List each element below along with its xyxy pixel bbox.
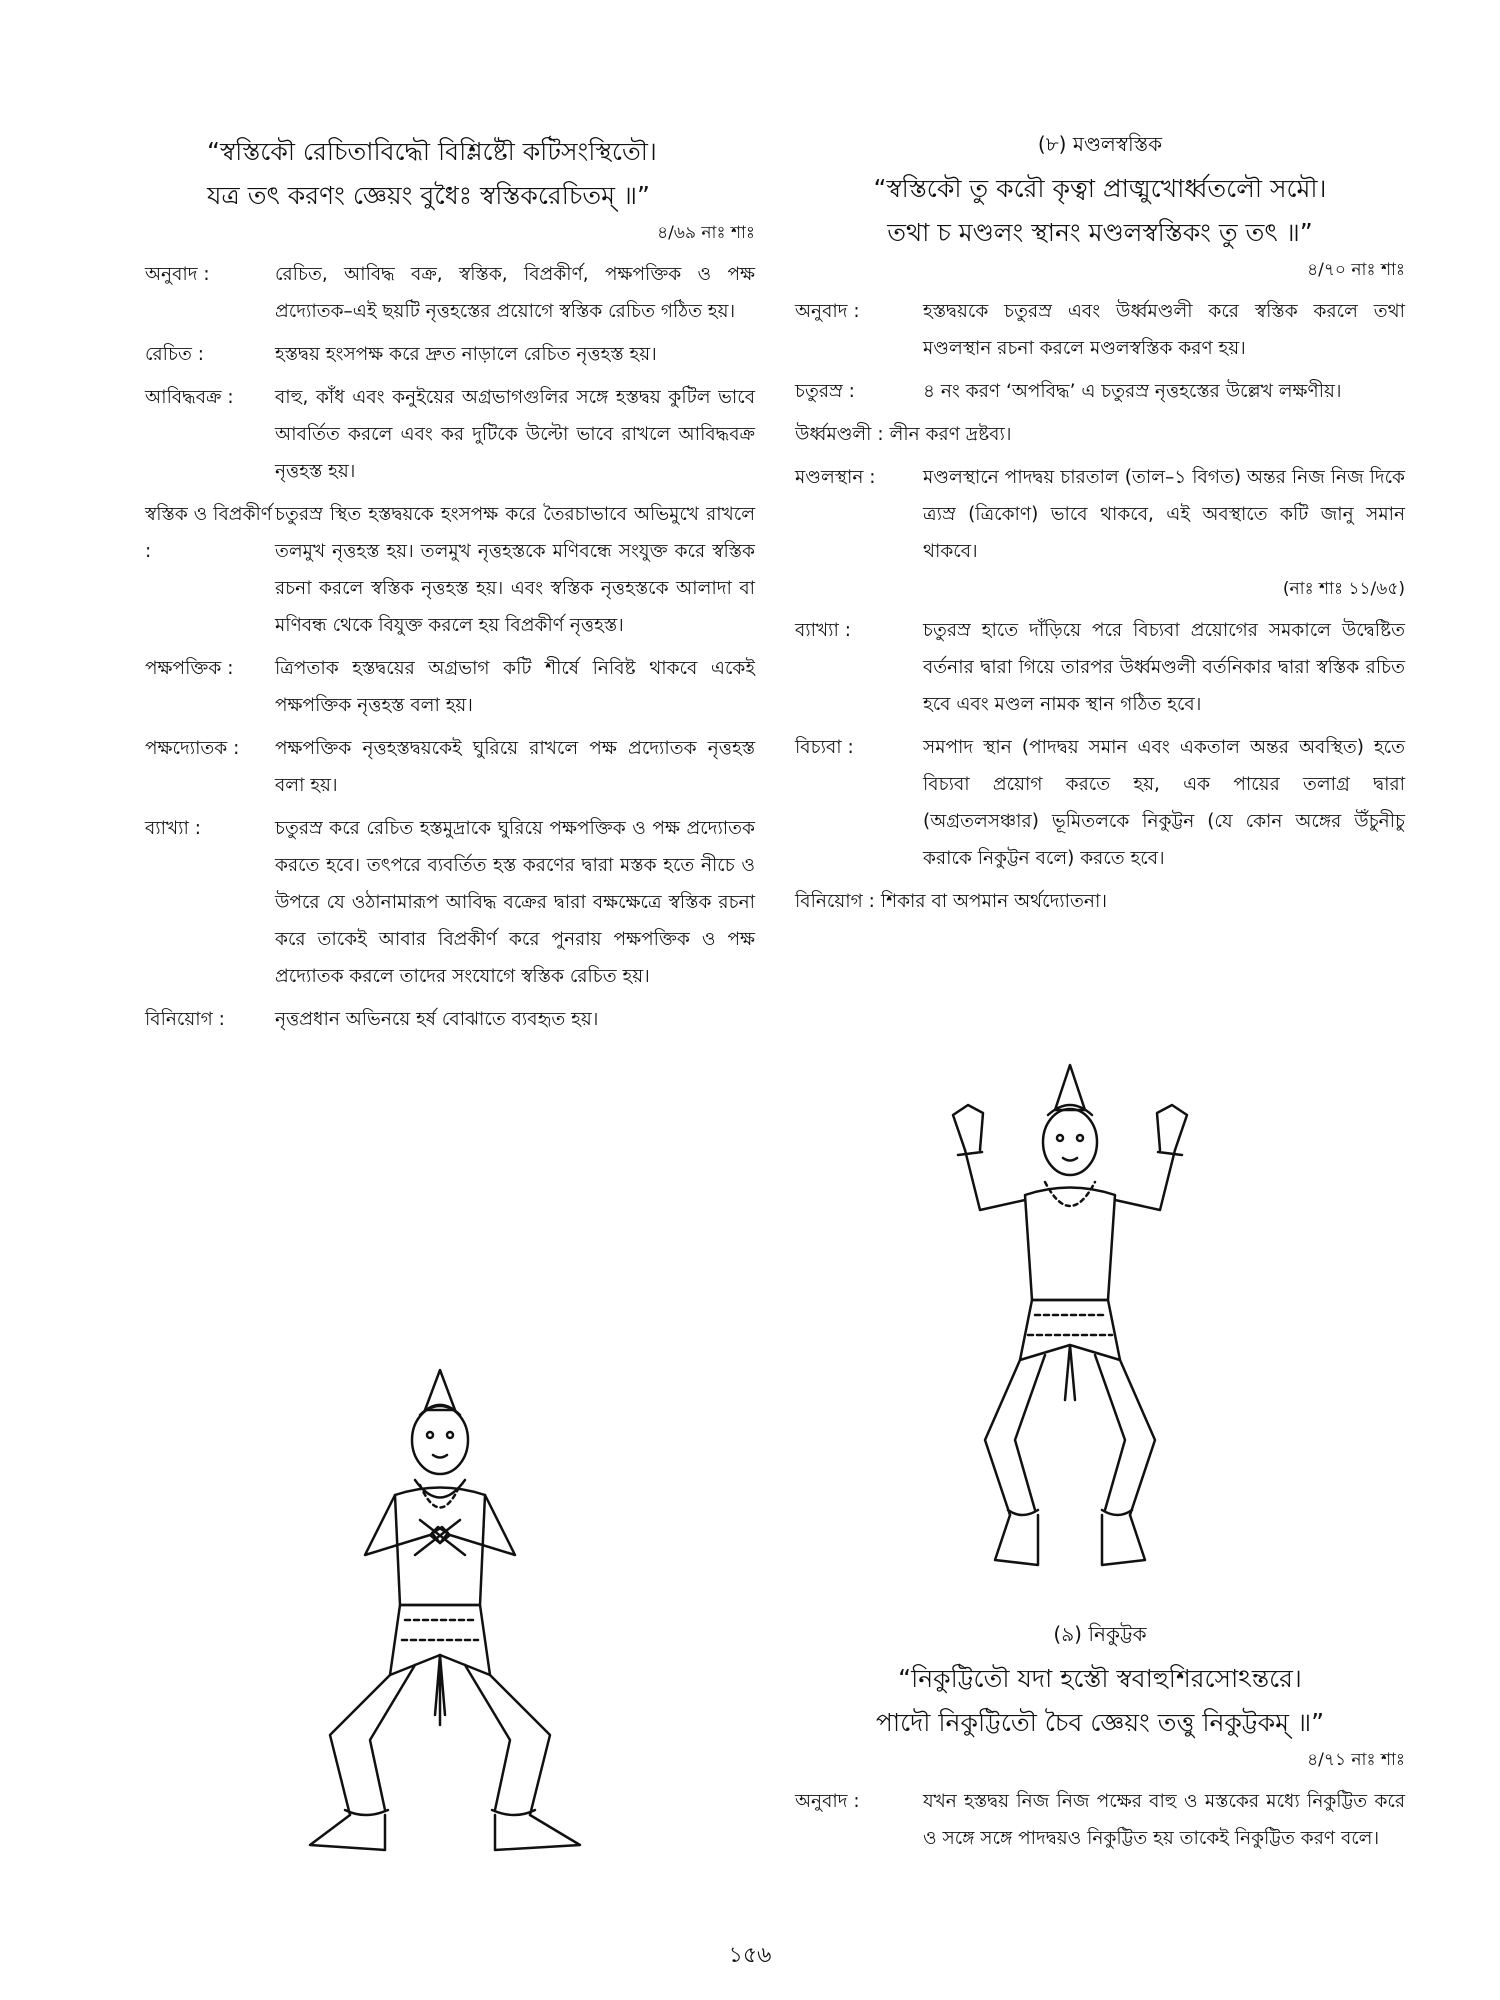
verse-line: “নিকুট্টিতৌ যদা হস্তৌ স্ববাহুশিরসোঽন্তরে। — [898, 1664, 1302, 1693]
page-number: ১৫৬ — [728, 1943, 772, 1968]
entry-label: অনুবাদ : — [795, 1791, 860, 1812]
entry-label: ব্যাখ্যা : — [145, 818, 202, 839]
entry-text: মণ্ডলস্থানে পাদদ্বয় চারতাল (তাল–১ বিগত) অন্তর নিজ নিজ দিকে ত্র্যস্র (ত্রিকোণ) ভাবে থাকবে, এই অবস্থাতে কটি জানু সমান থাকবে। — [923, 467, 1405, 562]
entry-text: ৪ নং করণ ‘অপবিদ্ধ’ এ চতুরস্র নৃত্তহস্তের উল্লেখ লক্ষণীয়। — [923, 381, 1342, 402]
entry-text: লীন করণ দ্রষ্টব্য। — [889, 424, 1012, 445]
entry-label: পক্ষপক্তিক : — [145, 658, 234, 679]
entry-pakshapaktika — [145, 650, 755, 724]
entry-urdhvamandali — [795, 416, 1405, 453]
entry-text: চতুরস্র স্থিত হস্তদ্বয়কে হংসপক্ষ করে তৈরচাভাবে অভিমুখে রাখলে তলমুখ নৃত্তহস্ত হয়। তলমুখ নৃত্তহস্তকে মণিবন্ধে সংযুক্ত করে স্বস্তিক রচনা করলে স্বস্তিক নৃত্তহস্ত হয়। এবং স্বস্তিক নৃত্তহস্তকে আলাদা বা মণিবন্ধ থেকে বিযুক্ত করলে হয় বিপ্রকীর্ণ নৃত্তহস্ত। — [275, 504, 755, 636]
verse-reference: ৪/৭১ নাঃ শাঃ — [1307, 1750, 1405, 1770]
section-heading: (৯) নিকুট্টক — [1053, 1622, 1147, 1646]
entry-label: বিচ্যবা : — [795, 737, 854, 758]
entry-swastika-biprakirna — [145, 496, 755, 644]
entry-byakhya — [145, 810, 755, 995]
entry-text: ত্রিপতাক হস্তদ্বয়ের অগ্রভাগ কটি শীর্ষে নিবিষ্ট থাকবে একেই পক্ষপক্তিক নৃত্তহস্ত বলা হয়। — [275, 658, 755, 716]
entry-label: উর্ধ্বমণ্ডলী : — [795, 424, 884, 445]
entry-label: আবিদ্ধবক্র : — [145, 387, 234, 408]
entry-text: হস্তদ্বয়কে চতুরস্র এবং উর্ধ্বমণ্ডলী করে স্বস্তিক করলে তথা মণ্ডলস্থান রচনা করলে মণ্ডলস্বস্তিক করণ হয়। — [923, 301, 1405, 359]
nikuttaka-section — [795, 1620, 1405, 1863]
entry-abiddhabakra — [145, 379, 755, 490]
right-column — [795, 130, 1405, 926]
verse-line: পাদৌ নিকুট্টিতৌ চৈব জ্ঞেয়ং তত্তু নিকুট্টকম্‌ ॥” — [875, 1708, 1325, 1737]
mandala-swastika-dancer-illustration — [910, 1060, 1240, 1600]
entry-label: বিনিয়োগ : — [795, 891, 875, 912]
entry-text: সমপাদ স্থান (পাদদ্বয় সমান এবং একতাল অন্তর অবস্থিত) হতে বিচ্যবা প্রয়োগ করতে হয়, এক পায়ের তলাগ্র দ্বারা (অগ্রতলসঞ্চার) ভূমিতলকে নিকুট্টন (যে কোন অঙ্গের উঁচুনীচু করাকে নিকুট্টন বলে) করতে হবে। — [923, 737, 1405, 869]
entry-text: হস্তদ্বয় হংসপক্ষ করে দ্রুত নাড়ালে রেচিত নৃত্তহস্ত হয়। — [275, 344, 657, 365]
entry-chaturasra — [795, 373, 1405, 410]
verse-line: তথা চ মণ্ডলং স্থানং মণ্ডলস্বস্তিকং তু তৎ ॥” — [887, 218, 1313, 247]
entry-label: পক্ষদ্যোতক : — [145, 738, 240, 759]
verse-reference: ৪/৭০ নাঃ শাঃ — [1307, 260, 1405, 280]
entry-anubad — [795, 293, 1405, 367]
entry-biniyog — [145, 1001, 755, 1038]
entry-text: পক্ষপক্তিক নৃত্তহস্তদ্বয়কেই ঘুরিয়ে রাখলে পক্ষ প্রদ্যোতক নৃত্তহস্ত বলা হয়। — [275, 738, 755, 796]
entry-biniyog — [795, 883, 1405, 920]
entry-text: চতুরস্র হাতে দাঁড়িয়ে পরে বিচ্যবা প্রয়োগের সমকালে উদ্বেষ্টিত বর্তনার দ্বারা গিয়ে তারপর উর্ধ্বমণ্ডলী বর্তনিকার দ্বারা স্বস্তিক রচিত হবে এবং মণ্ডল নামক স্থান গঠিত হবে। — [923, 620, 1405, 715]
entry-text: বাহু, কাঁধ এবং কনুইয়ের অগ্রভাগগুলির সঙ্গে হস্তদ্বয় কুটিল ভাবে আবর্তিত করলে এবং কর দুটিকে উল্টো ভাবে রাখলে আবিদ্ধবক্র নৃত্তহস্ত হয়। — [275, 387, 755, 482]
sub-reference: (নাঃ শাঃ ১১/৬৫) — [1282, 579, 1405, 599]
verse-reference: ৪/৬৯ নাঃ শাঃ — [657, 223, 755, 243]
entry-text: শিকার বা অপমান অর্থদ্যোতনা। — [880, 891, 1107, 912]
verse-line: যত্র তৎ করণং জ্ঞেয়ং বুধৈঃ স্বস্তিকরেচিতম্‌ ॥” — [207, 181, 651, 210]
entry-rechita — [145, 336, 755, 373]
entry-bichyaba — [795, 729, 1405, 877]
entry-label: মণ্ডলস্থান : — [795, 467, 876, 488]
verse-line: “স্বস্তিকৌ তু করৌ কৃত্বা প্রাঙ্মুখোর্ধ্বতলৌ সমৌ। — [873, 174, 1327, 203]
entry-text: চতুরস্র করে রেচিত হস্তমুদ্রাকে ঘুরিয়ে পক্ষপক্তিক ও পক্ষ প্রদ্যোতক করতে হবে। তৎপরে ব্যবর্তিত হস্ত করণের দ্বারা মস্তক হতে নীচে ও উপরে যে ওঠানামারূপ আবিদ্ধ বক্রের দ্বারা বক্ষক্ষেত্রে স্বস্তিক রচনা করে তাকেই আবার বিপ্রকীর্ণ করে পুনরায় পক্ষপক্তিক ও পক্ষ প্রদ্যোতক করলে তাদের সংযোগে স্বস্তিক রেচিত হয়। — [275, 818, 755, 987]
entry-label: রেচিত : — [145, 344, 204, 365]
entry-anubad — [145, 256, 755, 330]
verse-line: “স্বস্তিকৌ রেচিতাবিদ্ধৌ বিশ্লিষ্টৌ কটিসংস্থিতৌ। — [207, 137, 657, 166]
entry-label: অনুবাদ : — [145, 264, 210, 285]
swastika-rechita-dancer-illustration — [290, 1355, 620, 1875]
entry-label: ব্যাখ্যা : — [795, 620, 852, 641]
entry-label: চতুরস্র : — [795, 381, 855, 402]
entry-label: অনুবাদ : — [795, 301, 860, 322]
left-column — [145, 130, 755, 1044]
section-heading: (৮) মণ্ডলস্বস্তিক — [1037, 132, 1163, 156]
entry-label: স্বস্তিক ও বিপ্রকীর্ণ : — [145, 504, 272, 562]
entry-mandalasthan — [795, 459, 1405, 570]
entry-text: যখন হস্তদ্বয় নিজ নিজ পক্ষের বাহু ও মস্তকের মধ্যে নিকুট্টিত করে ও সঙ্গে সঙ্গে পাদদ্বয়ও নিকুট্টিত হয় তাকেই নিকুট্টিত করণ বলে। — [923, 1791, 1405, 1849]
entry-byakhya — [795, 612, 1405, 723]
entry-label: বিনিয়োগ : — [145, 1009, 225, 1030]
entry-pakshadyotaka — [145, 730, 755, 804]
entry-anubad — [795, 1783, 1405, 1857]
entry-text: রেচিত, আবিদ্ধ বক্র, স্বস্তিক, বিপ্রকীর্ণ, পক্ষপক্তিক ও পক্ষ প্রদ্যোতক–এই ছয়টি নৃত্তহস্তের প্রয়োগে স্বস্তিক রেচিত গঠিত হয়। — [275, 264, 755, 322]
entry-text: নৃত্তপ্রধান অভিনয়ে হর্ষ বোঝাতে ব্যবহৃত হয়। — [275, 1009, 599, 1030]
